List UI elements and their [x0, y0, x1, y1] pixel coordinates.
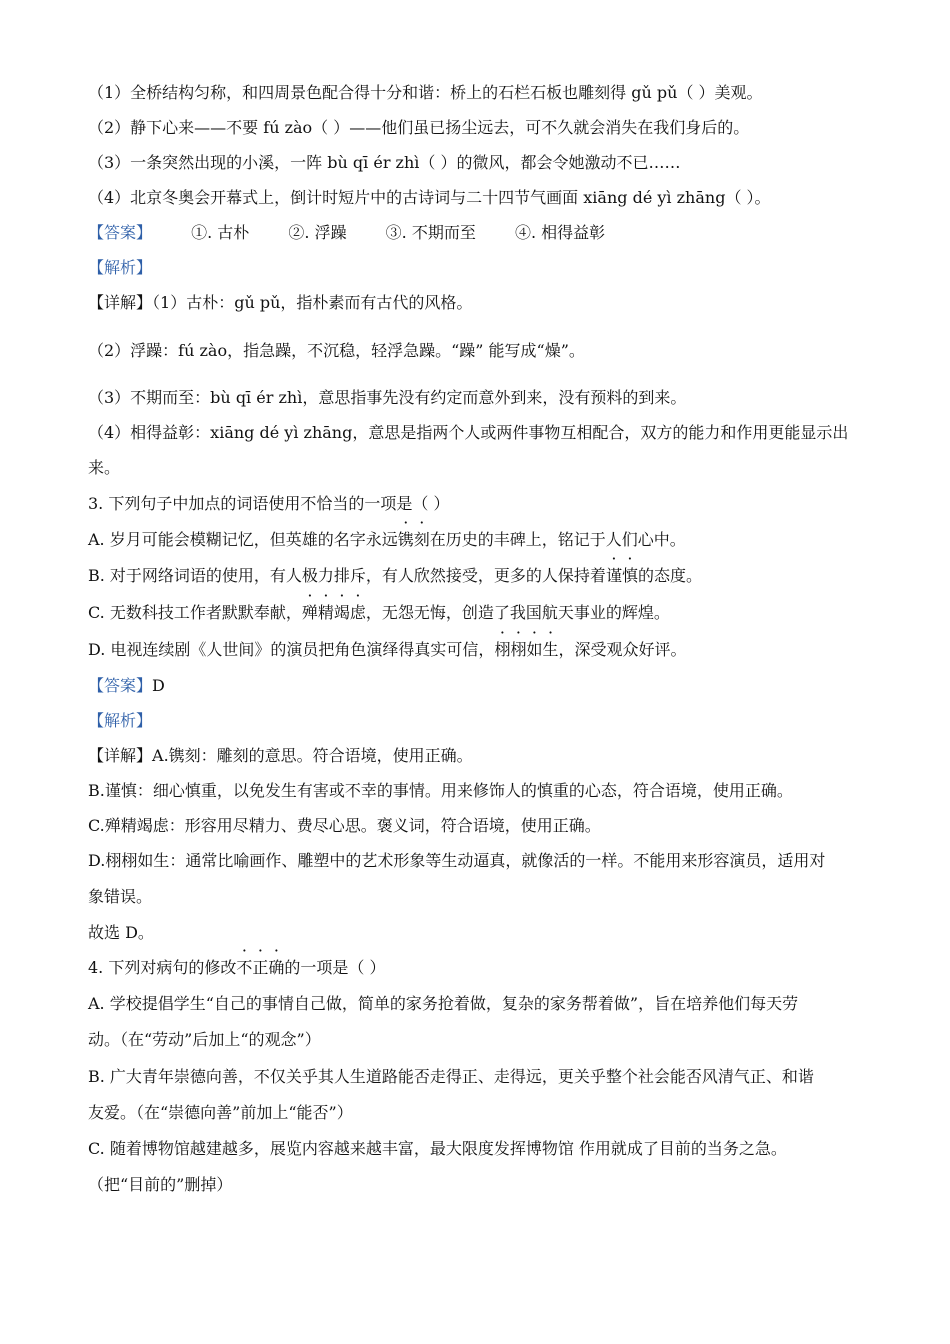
- answer-label: 【答案】: [88, 223, 153, 242]
- dotted-char: 不: [236, 958, 253, 977]
- q4-option-c1: C. 随着博物馆越建越多，展览内容越来越丰富，最大限度发挥博物馆 作用就成了目前的当务之急。: [88, 1139, 787, 1158]
- q3-detail-b: B.谨慎：细心慎重，以免发生有害或不幸的事情。用来修饰人的慎重的心态，符合语境，使用正确。: [88, 781, 793, 800]
- q4-option-b1: B. 广大青年崇德向善，不仅关乎其人生道路能否走得正、走得远，更关乎整个社会能否风清气正、和谐: [88, 1067, 814, 1086]
- dotted-word: [398, 530, 430, 549]
- dotted-char: 虑: [349, 603, 366, 622]
- detail-label: 【详解】: [88, 293, 153, 312]
- q3-option-c: C. 无数科技工作者默默奉献，殚精竭虑，无怨无悔，创造了我国航天事业的辉煌。: [88, 603, 670, 622]
- q2-detail-4b: 来。: [88, 458, 121, 477]
- dotted-char: 谨: [605, 566, 622, 585]
- q2-detail-1: 【详解】（1）古朴：gǔ pǔ，指朴素而有古代的风格。: [88, 293, 473, 312]
- dotted-char: 栩: [494, 640, 511, 659]
- q4-option-a2: 动。（在“劳动”后加上“的观念”）: [88, 1030, 321, 1049]
- dotted-word: [494, 640, 558, 659]
- answer-item: ②. 浮躁: [288, 223, 347, 242]
- q2-detail-2: （2）浮躁：fú zào，指急躁，不沉稳，轻浮急躁。“躁” 能写成“燥”。: [88, 341, 585, 360]
- dotted-char: 慎: [621, 566, 638, 585]
- q2-detail-4a: （4）相得益彰：xiāng dé yì zhāng，意思是指两个人或两件事物互相配合，双方的能力和作用更能显示出: [88, 423, 849, 442]
- dotted-char: 确: [268, 958, 285, 977]
- q3-option-a: A. 岁月可能会模糊记忆，但英雄的名字永远镌刻在历史的丰碑上，铭记于人们心中。: [88, 530, 686, 549]
- answer-item: ④. 相得益彰: [514, 223, 606, 242]
- answer-value: D: [152, 676, 165, 695]
- dotted-word: [302, 603, 366, 622]
- dotted-char: 生: [542, 640, 559, 659]
- detail-label: 【详解】: [88, 746, 153, 765]
- q2-item-3: （3）一条突然出现的小溪，一阵 bù qī ér zhì（ ）的微风，都会令她激动不已……: [88, 153, 681, 172]
- q2-item-1: （1）全桥结构匀称，和四周景色配合得十分和谐：桥上的石栏石板也雕刻得 gǔ pǔ（ ）美观。: [88, 83, 763, 102]
- analysis-label: 【解析】: [88, 711, 153, 730]
- dotted-char: 如: [526, 640, 543, 659]
- q3-detail-d2: 象错误。: [88, 887, 153, 906]
- q4-option-c2: （把“目前的”删掉）: [88, 1175, 233, 1194]
- q3-detail-c: C.殚精竭虑：形容用尽精力、费尽心思。褒义词，符合语境，使用正确。: [88, 816, 601, 835]
- dotted-char: 精: [317, 603, 334, 622]
- q3-stem: 3. 下列句子中加点的词语使用不恰当的一项是（ ）: [88, 494, 450, 513]
- dotted-word: [606, 566, 638, 585]
- dotted-char: 正: [252, 958, 269, 977]
- q2-detail-3: （3）不期而至：bù qī ér zhì，意思指事先没有约定而意外到来，没有预料的到来。: [88, 388, 687, 407]
- q4-option-b2: 友爱。（在“崇德向善”前加上“能否”）: [88, 1103, 353, 1122]
- dotted-char: 竭: [333, 603, 350, 622]
- q4-stem: 4. 下列对病句的修改不正确的一项是（ ）: [88, 958, 386, 977]
- answer-label: 【答案】: [88, 676, 153, 695]
- analysis-label: 【解析】: [88, 258, 153, 277]
- q3-answer-row: [88, 675, 165, 697]
- dotted-char: 镌: [397, 530, 414, 549]
- q3-option-b: B. 对于网络词语的使用，有人极力排斥，有人欣然接受，更多的人保持着谨慎的态度。: [88, 566, 702, 585]
- q3-option-d: D. 电视连续剧《人世间》的演员把角色演绎得真实可信，栩栩如生，深受观众好评。: [88, 640, 687, 659]
- answer-item: ①. 古朴: [191, 223, 250, 242]
- dotted-char: 殚: [301, 603, 318, 622]
- q3-conclusion: 故选 D。: [88, 923, 154, 942]
- q4-option-a1: A. 学校提倡学生“自己的事情自己做，简单的家务抢着做，复杂的家务帮着做”，旨在培养他们每天劳: [88, 994, 799, 1013]
- q3-detail-d1: D.栩栩如生：通常比喻画作、雕塑中的艺术形象等生动逼真，就像活的一样。不能用来形容演员，适用对: [88, 851, 826, 870]
- dotted-char: 栩: [510, 640, 527, 659]
- q2-item-4: （4）北京冬奥会开幕式上，倒计时短片中的古诗词与二十四节气画面 xiāng dé yì zhāng（ ）。: [88, 188, 771, 207]
- answer-item: ③. 不期而至: [385, 223, 476, 242]
- dotted-char: 刻: [413, 530, 430, 549]
- q2-item-2: （2）静下心来——不要 fú zào（ ）——他们虽已扬尘远去，可不久就会消失在我们身后的。: [88, 118, 750, 137]
- q2-answer-row: [88, 222, 605, 244]
- q3-detail-a: 【详解】A.镌刻：雕刻的意思。符合语境，使用正确。: [88, 746, 473, 765]
- dotted-word: [236, 958, 284, 977]
